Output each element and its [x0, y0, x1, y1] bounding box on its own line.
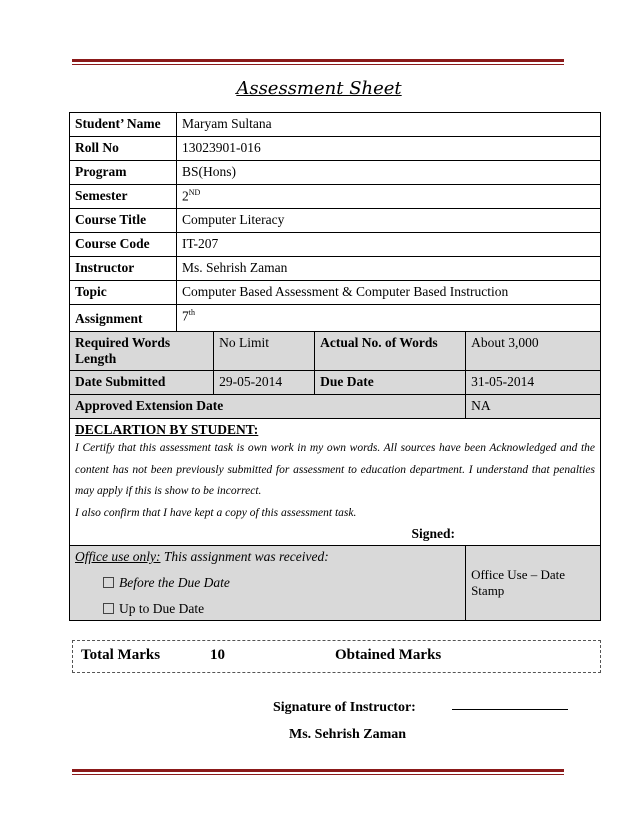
office-use-heading: Office use only: This assignment was received:	[75, 549, 329, 564]
top-rule	[72, 59, 564, 65]
office-use-cell	[70, 546, 466, 621]
extension-value: NA	[466, 395, 601, 419]
assignment-value: 7th	[177, 305, 601, 332]
req-words-label: Required Words Length	[70, 332, 214, 371]
checkbox-icon[interactable]	[103, 577, 114, 588]
extension-label: Approved Extension Date	[70, 395, 466, 419]
total-marks-value: 10	[210, 647, 225, 663]
declaration-cell	[70, 419, 601, 546]
page-title: Assessment Sheet	[236, 78, 402, 99]
instructor-value: Ms. Sehrish Zaman	[177, 257, 601, 281]
declaration-title: DECLARTION BY STUDENT:	[75, 422, 259, 437]
roll-label: Roll No	[70, 137, 177, 161]
topic-value: Computer Based Assessment & Computer Based Instruction	[177, 281, 601, 305]
topic-label: Topic	[70, 281, 177, 305]
assignment-label: Assignment	[70, 305, 177, 332]
due-date-value: 31-05-2014	[466, 371, 601, 395]
roll-value: 13023901-016	[177, 137, 601, 161]
option-up-to-due[interactable]: Up to Due Date	[75, 601, 460, 617]
marks-box	[72, 640, 601, 673]
program-label: Program	[70, 161, 177, 185]
instructor-label: Instructor	[70, 257, 177, 281]
signature-line	[452, 709, 568, 710]
actual-words-label: Actual No. of Words	[315, 332, 466, 371]
assessment-table	[69, 112, 601, 621]
req-words-value: No Limit	[214, 332, 315, 371]
declaration-copy-text: I also confirm that I have kept a copy of this assessment task.	[75, 506, 357, 519]
date-stamp-cell: Office Use – Date Stamp	[466, 546, 601, 621]
actual-words-value: About 3,000	[466, 332, 601, 371]
total-marks-label: Total Marks	[81, 647, 161, 663]
program-value: BS(Hons)	[177, 161, 601, 185]
signature-label: Signature of Instructor:	[273, 700, 416, 715]
due-date-label: Due Date	[315, 371, 466, 395]
course-code-value: IT-207	[177, 233, 601, 257]
obtained-marks-label: Obtained Marks	[335, 647, 442, 663]
course-title-value: Computer Literacy	[177, 209, 601, 233]
instructor-signature-name: Ms. Sehrish Zaman	[289, 727, 407, 742]
student-name-value: Maryam Sultana	[177, 113, 601, 137]
checkbox-icon[interactable]	[103, 603, 114, 614]
declaration-text: I Certify that this assessment task is own work in my own words. All sources have been Acknowledged and the content has not been previously submitted for assessment to education department. I understand that penalties may apply if this is show to be incorrect.	[75, 442, 595, 497]
signed-label: Signed:	[411, 526, 455, 541]
course-code-label: Course Code	[70, 233, 177, 257]
date-submitted-value: 29-05-2014	[214, 371, 315, 395]
semester-value: 2ND	[177, 185, 601, 209]
student-name-label: Student’ Name	[70, 113, 177, 137]
semester-label: Semester	[70, 185, 177, 209]
course-title-label: Course Title	[70, 209, 177, 233]
bottom-rule	[72, 769, 564, 775]
date-submitted-label: Date Submitted	[70, 371, 214, 395]
option-before-due[interactable]: Before the Due Date	[75, 575, 460, 591]
